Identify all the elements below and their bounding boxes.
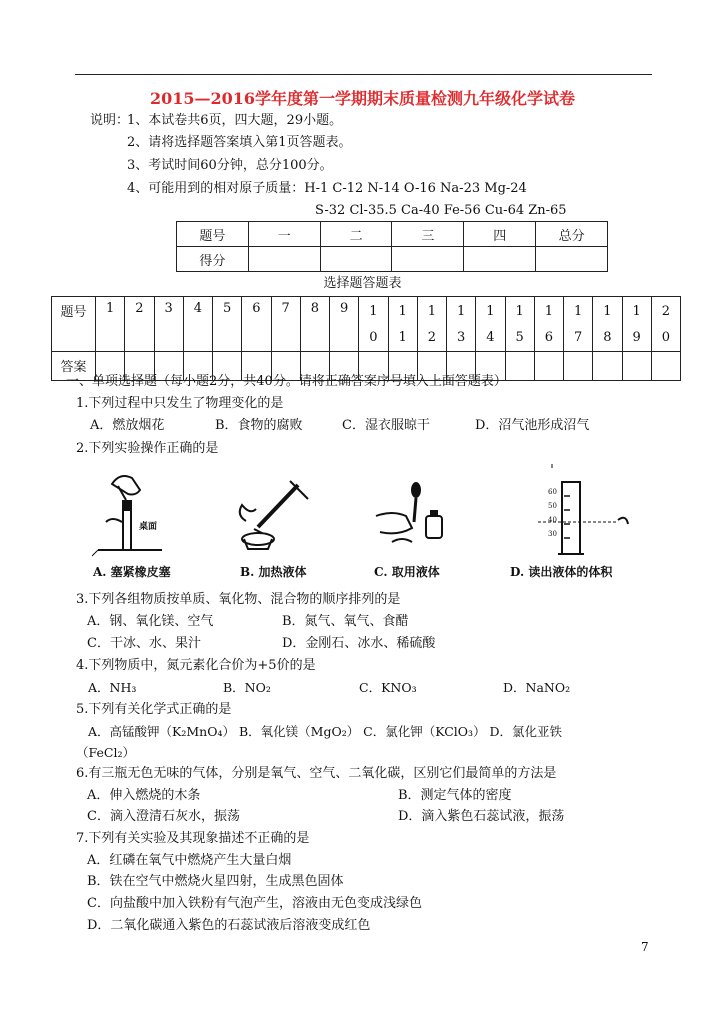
score-cell[interactable] [248, 247, 320, 272]
q4-option-a: A．NH₃ [88, 680, 137, 695]
q6-option-d: D．滴入紫色石蕊试液，振荡 [398, 809, 565, 824]
figure-a-stopper-icon [92, 470, 192, 558]
question-number: 3 [154, 297, 183, 352]
answer-table [51, 296, 681, 381]
q4-option-c: C．KNO₃ [359, 680, 417, 695]
q1-option-a: A．燃放烟花 [90, 418, 165, 433]
q7-option-b: B．铁在空气中燃烧火星四射，生成黑色固体 [87, 874, 344, 889]
q3-stem: 3.下列各组物质按单质、氧化物、混合物的顺序排列的是 [76, 592, 401, 607]
figure-c-dropper-icon [372, 476, 452, 554]
answer-cell[interactable] [622, 352, 651, 381]
score-cell[interactable] [536, 247, 608, 272]
figure-a-desk-label: 桌面 [139, 522, 158, 532]
q7-stem: 7.下列有关实验及其现象描述不正确的是 [76, 831, 310, 846]
answer-cell[interactable] [505, 352, 534, 381]
q7-option-c: C．向盐酸中加入铁粉有气泡产生，溶液由无色变成浅绿色 [87, 896, 422, 911]
section-1-heading: 一、单项选择题（每小题2分，共40分。请将正确答案序号填入上面答题表） [66, 374, 507, 389]
q6-stem: 6.有三瓶无色无味的气体，分别是氧气、空气、二氧化碳，区别它们最简单的方法是 [76, 766, 557, 781]
answer-row-label: 题号 [52, 297, 96, 352]
score-cell[interactable] [464, 247, 536, 272]
score-header: 题号 [177, 222, 249, 247]
q2-option-a: A. 塞紧橡皮塞 [93, 565, 171, 579]
top-rule [75, 74, 652, 75]
q4-stem: 4.下列物质中，氮元素化合价为+5价的是 [76, 658, 316, 673]
score-cell[interactable] [392, 247, 464, 272]
question-number: 1 0 [359, 297, 388, 352]
notes-label: 说明： [90, 113, 130, 128]
answer-table-caption: 选择题答题表 [323, 276, 402, 291]
answer-row-label: 答案 [52, 352, 96, 381]
question-number: 1 4 [476, 297, 505, 352]
question-number: 8 [300, 297, 329, 352]
question-number: 7 [271, 297, 300, 352]
question-number: 1 3 [447, 297, 476, 352]
figure-d-tick-30: 30 [548, 530, 557, 538]
q1-option-c: C．湿衣服晾干 [342, 418, 430, 433]
score-row-label: 得分 [177, 247, 249, 272]
note-1: 1、本试卷共6页，四大题，29小题。 [127, 113, 343, 128]
answer-cell[interactable] [564, 352, 593, 381]
q4-option-b: B．NO₂ [223, 680, 271, 695]
question-number: 2 [125, 297, 154, 352]
question-number: 4 [183, 297, 212, 352]
q2-option-d: D. 读出液体的体积 [510, 565, 613, 579]
q5-option-d-formula: （FeCl₂） [76, 745, 135, 760]
answer-cell[interactable] [651, 352, 680, 381]
q3-option-a: A．钢、氧化镁、空气 [87, 614, 214, 629]
question-number: 6 [242, 297, 271, 352]
q3-option-b: B．氮气、氧气、食醋 [282, 614, 409, 629]
q4-option-d: D．NaNO₂ [503, 680, 571, 695]
figure-d-tick-60: 60 [548, 488, 557, 496]
q6-option-c: C．滴入澄清石灰水，振荡 [87, 809, 240, 824]
q5-options: A．高锰酸钾（K₂MnO₄） B．氧化镁（MgO₂） C．氯化钾（KClO₃） D．氯化亚铁 [88, 724, 563, 739]
note-2: 2、请将选择题答案填入第1页答题表。 [127, 135, 352, 150]
figure-d-tick-40: 40 [548, 516, 557, 524]
score-header: 四 [464, 222, 536, 247]
answer-cell[interactable] [534, 352, 563, 381]
figure-d-tick-50: 50 [548, 502, 557, 510]
question-number: 2 0 [651, 297, 680, 352]
q2-option-b: B. 加热液体 [240, 565, 307, 579]
score-cell[interactable] [320, 247, 392, 272]
note-4: 4、可能用到的相对原子质量：H-1 C-12 N-14 O-16 Na-23 Mg-24 [127, 181, 527, 196]
question-number: 1 5 [505, 297, 534, 352]
figure-d-cylinder-icon [528, 462, 638, 558]
q3-option-c: C．干冰、水、果汁 [87, 636, 201, 651]
question-number: 1 7 [564, 297, 593, 352]
q6-option-b: B．测定气体的密度 [398, 788, 512, 803]
note-3: 3、考试时间60分钟，总分100分。 [127, 158, 333, 173]
score-header: 三 [392, 222, 464, 247]
question-number: 9 [330, 297, 359, 352]
score-table [176, 221, 608, 272]
q5-stem: 5.下列有关化学式正确的是 [76, 702, 232, 717]
score-header: 二 [320, 222, 392, 247]
question-number: 1 9 [622, 297, 651, 352]
note-4-masses: S-32 Cl-35.5 Ca-40 Fe-56 Cu-64 Zn-65 [315, 203, 567, 218]
answer-cell[interactable] [593, 352, 622, 381]
q2-stem: 2.下列实验操作正确的是 [76, 441, 219, 456]
score-header: 一 [248, 222, 320, 247]
question-number: 1 8 [593, 297, 622, 352]
q1-option-d: D．沼气池形成沼气 [475, 418, 590, 433]
question-number: 1 1 [388, 297, 417, 352]
page-number: 7 [641, 940, 649, 954]
q7-option-a: A．红磷在氧气中燃烧产生大量白烟 [87, 853, 292, 868]
question-number: 1 [96, 297, 125, 352]
q1-option-b: B．食物的腐败 [215, 418, 303, 433]
question-number: 1 2 [417, 297, 446, 352]
question-number: 1 6 [534, 297, 563, 352]
q6-option-a: A．伸入燃烧的木条 [87, 788, 201, 803]
q7-option-d: D．二氧化碳通入紫色的石蕊试液后溶液变成红色 [87, 918, 371, 933]
q3-option-d: D．金刚石、冰水、稀硫酸 [282, 636, 436, 651]
q2-option-c: C. 取用液体 [374, 565, 440, 579]
q1-stem: 1.下列过程中只发生了物理变化的是 [76, 396, 284, 411]
exam-title: 2015—2016学年度第一学期期末质量检测九年级化学试卷 [149, 89, 576, 108]
score-header: 总分 [536, 222, 608, 247]
figure-b-heating-icon [228, 475, 318, 555]
question-number: 5 [213, 297, 242, 352]
